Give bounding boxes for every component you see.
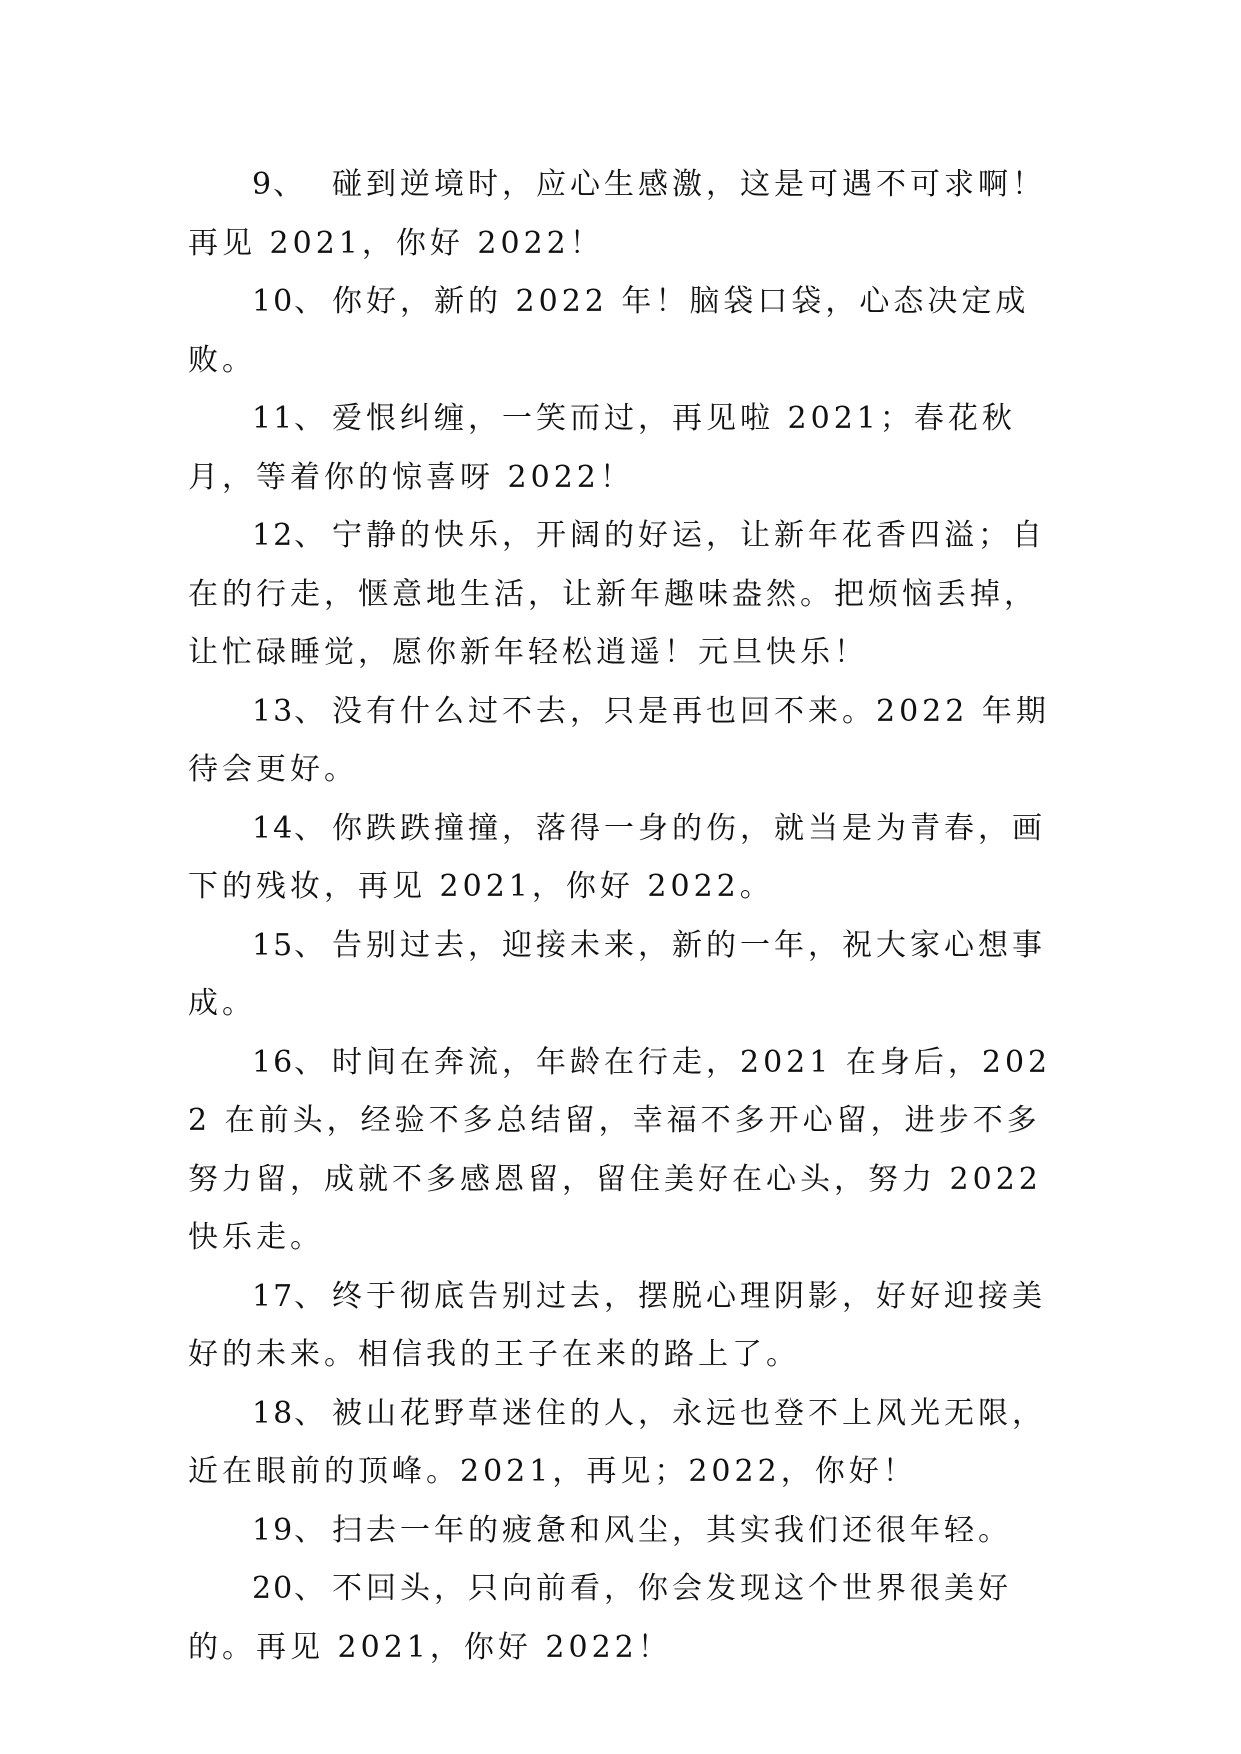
list-item — [188, 1502, 1058, 1561]
list-item — [188, 917, 1058, 1034]
list-item — [188, 273, 1058, 390]
item-number: 18、 — [252, 1395, 327, 1431]
item-number: 20、 — [252, 1571, 327, 1606]
item-number: 16、 — [252, 1044, 327, 1080]
item-text: 扫去一年的疲惫和风尘，其实我们还很年轻。 — [332, 1512, 1012, 1548]
item-number: 9、 — [252, 167, 306, 202]
list-item — [188, 156, 1058, 273]
item-text: 你跌跌撞撞，落得一身的伤，就当是为青春，画下的残妆，再见 2021，你好 2022。 — [188, 810, 1046, 904]
item-number: 14、 — [252, 810, 327, 846]
item-text: 告别过去，迎接未来，新的一年，祝大家心想事成。 — [188, 927, 1046, 1021]
item-text: 宁静的快乐，开阔的好运，让新年花香四溢；自在的行走，惬意地生活，让新年趣味盎然。把烦恼丢掉，让忙碌睡觉，愿你新年轻松逍遥！元旦快乐！ — [188, 518, 1046, 670]
list-item — [188, 800, 1058, 917]
item-number: 15、 — [252, 927, 327, 963]
item-number: 17、 — [252, 1278, 327, 1314]
item-text: 没有什么过不去，只是再也回不来。2022 年期待会更好。 — [188, 693, 1050, 787]
item-text: 碰到逆境时，应心生感激，这是可遇不可求啊！再见 2021，你好 2022！ — [188, 167, 1046, 261]
list-item — [188, 1560, 1058, 1677]
item-number: 19、 — [252, 1512, 327, 1548]
list-item — [188, 683, 1058, 800]
list-item — [188, 507, 1058, 683]
item-text: 终于彻底告别过去，摆脱心理阴影，好好迎接美好的未来。相信我的王子在来的路上了。 — [188, 1278, 1046, 1372]
item-number: 10、 — [252, 284, 327, 319]
list-item — [188, 390, 1058, 507]
item-text: 爱恨纠缠，一笑而过，再见啦 2021；春花秋月，等着你的惊喜呀 2022！ — [188, 401, 1016, 495]
list-item — [188, 1034, 1058, 1268]
item-text: 时间在奔流，年龄在行走，2021 在身后，2022 在前头，经验不多总结留，幸福不多开心留，进步不多努力留，成就不多感恩留，留住美好在心头，努力 2022 快乐走。 — [188, 1044, 1052, 1255]
document-body — [188, 156, 1058, 1677]
item-number: 12、 — [252, 518, 327, 553]
list-item — [188, 1385, 1058, 1502]
item-text: 被山花野草迷住的人，永远也登不上风光无限，近在眼前的顶峰。2021，再见；2022，你好！ — [188, 1395, 1046, 1489]
list-item — [188, 1268, 1058, 1385]
item-number: 11、 — [252, 401, 327, 436]
item-number: 13、 — [252, 693, 327, 729]
item-text: 不回头，只向前看，你会发现这个世界很美好的。再见 2021，你好 2022！ — [188, 1571, 1012, 1665]
item-text: 你好，新的 2022 年！脑袋口袋，心态决定成败。 — [188, 284, 1030, 378]
